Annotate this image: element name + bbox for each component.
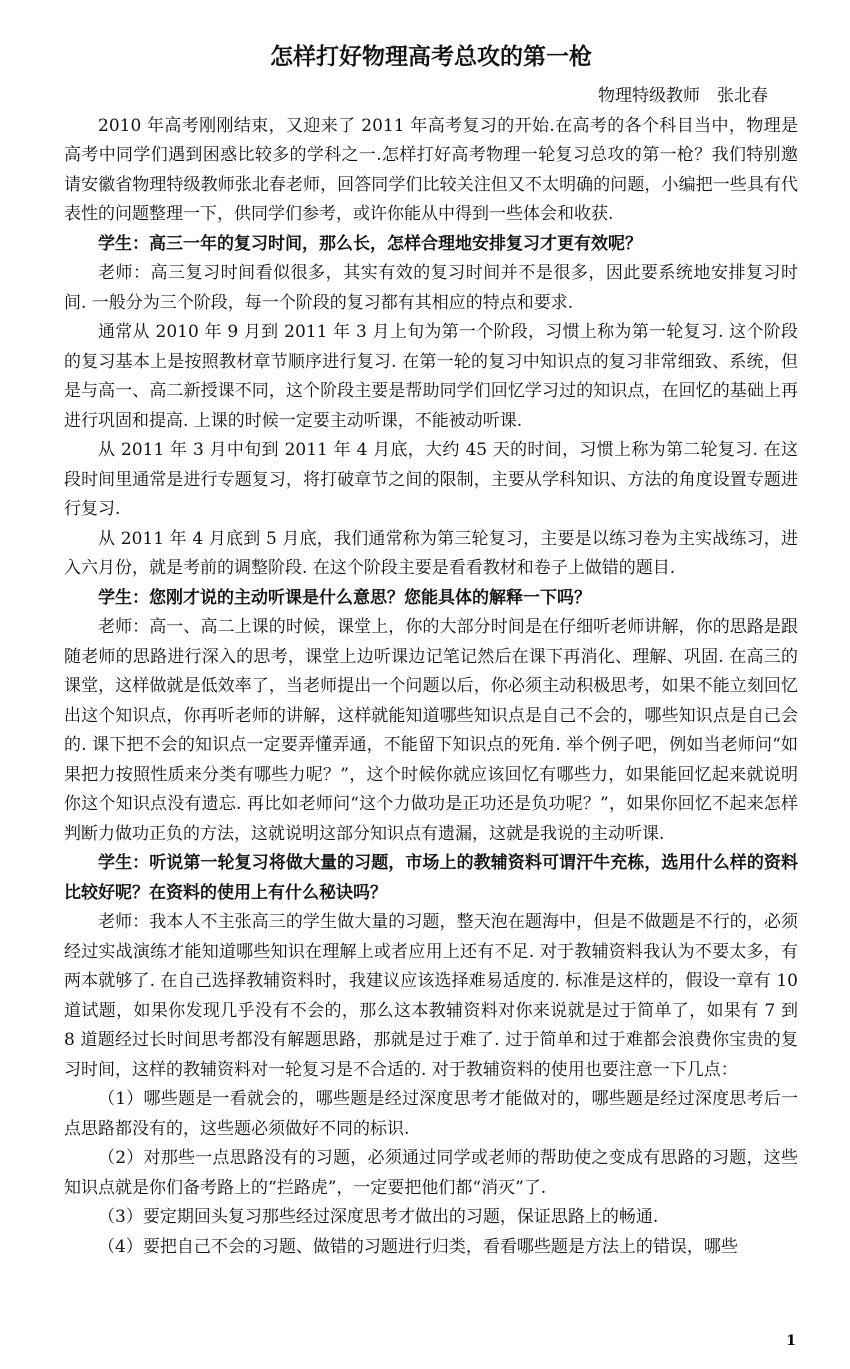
body-paragraph: 老师：高一、高二上课的时候，课堂上，你的大部分时间是在仔细听老师讲解，你的思路是跟随老师的思路进行深入的思考，课堂上边听课边记笔记然后在课下再消化、理解、巩固. 在高三的课堂，这样做就是低效率了，当老师提出一个问题以后，你必须主动积极思考，如果不能立刻回忆出这个知识点，你再听老师的讲解，这样就能知道哪些知识点是自己不会的，哪些知识点是自己会的. 课下把不会的知识点一定要弄懂弄通，不能留下知识点的死角. 举个例子吧，例如当老师问“如果把力按照性质来分类有哪些力呢？”，这个时候你就应该回忆有哪些力，如果能回忆起来就说明你这个知识点没有遗忘. 再比如老师问“这个力做功是正功还是负功呢？”，如果你回忆不起来怎样判断力做功正负的方法，这就说明这部分知识点有遗漏，这就是我说的主动听课.	[64, 617, 798, 844]
list-item: （4）要把自己不会的习题、做错的习题进行归类，看看哪些题是方法上的错误，哪些	[98, 1236, 738, 1257]
body-text	[64, 112, 798, 1086]
body-paragraph: 老师：高三复习时间看似很多，其实有效的复习时间并不是很多，因此要系统地安排复习时间. 一般分为三个阶段，每一个阶段的复习都有其相应的特点和要求.	[64, 263, 798, 313]
question-paragraph: 学生：高三一年的复习时间，那么长，怎样合理地安排复习才更有效呢？	[98, 233, 642, 254]
document-page	[64, 40, 798, 1262]
body-paragraph: 从 2011 年 3 月中旬到 2011 年 4 月底，大约 45 天的时间，习惯上称为第二轮复习. 在这段时间里通常是进行专题复习，将打破章节之间的限制，主要从学科知识、方法的角度设置专题进行复习.	[64, 440, 798, 519]
question-paragraph: 学生：听说第一轮复习将做大量的习题，市场上的教辅资料可谓汗牛充栋，选用什么样的资料比较好呢？在资料的使用上有什么秘诀吗？	[64, 853, 798, 903]
list-item: （1）哪些题是一看就会的，哪些题是经过深度思考才能做对的，哪些题是经过深度思考后一点思路都没有的，这些题必须做好不同的标识.	[64, 1089, 798, 1139]
page-number: 1	[786, 1333, 796, 1349]
question-paragraph: 学生：您刚才说的主动听课是什么意思？您能具体的解释一下吗？	[98, 587, 591, 608]
numbered-list	[64, 1085, 798, 1262]
body-paragraph: 老师：我本人不主张高三的学生做大量的习题，整天泡在题海中，但是不做题是不行的，必须经过实战演练才能知道哪些知识在理解上或者应用上还有不足. 对于教辅资料我认为不要太多，有两本就够了. 在自己选择教辅资料时，我建议应该选择难易适度的. 标准是这样的，假设一章有 10 道试题，如果你发现几乎没有不会的，那么这本教辅资料对你来说就是过于简单了，如果有 7 到 8 道题经过长时间思考都没有解题思路，那就是过于难了. 过于简单和过于难都会浪费你宝贵的复习时间，这样的教辅资料对一轮复习是不合适的. 对于教辅资料的使用也要注意一下几点：	[64, 912, 798, 1080]
author-line: 物理特级教师 张北春	[598, 86, 768, 106]
body-paragraph: 2010 年高考刚刚结束，又迎来了 2011 年高考复习的开始.在高考的各个科目当中，物理是高考中同学们遇到困惑比较多的学科之一.怎样打好高考物理一轮复习总攻的第一枪？我们特别邀请安徽省物理特级教师张北春老师，回答同学们比较关注但又不太明确的问题，小编把一些具有代表性的问题整理一下，供同学们参考，或许你能从中得到一些体会和收获.	[64, 115, 798, 224]
document-title: 怎样打好物理高考总攻的第一枪	[270, 43, 592, 70]
body-paragraph: 通常从 2010 年 9 月到 2011 年 3 月上旬为第一个阶段，习惯上称为第一轮复习. 这个阶段的复习基本上是按照教材章节顺序进行复习. 在第一轮的复习中知识点的复习非常细致、系统，但是与高一、高二新授课不同，这个阶段主要是帮助同学们回忆学习过的知识点，在回忆的基础上再进行巩固和提高. 上课的时候一定要主动听课，不能被动听课.	[64, 322, 798, 431]
list-item: （3）要定期回头复习那些经过深度思考才做出的习题，保证思路上的畅通.	[98, 1207, 659, 1227]
list-item: （2）对那些一点思路没有的习题，必须通过同学或老师的帮助使之变成有思路的习题，这些知识点就是你们备考路上的“拦路虎”，一定要把他们都“消灭”了.	[64, 1148, 798, 1198]
body-paragraph: 从 2011 年 4 月底到 5 月底，我们通常称为第三轮复习，主要是以练习卷为主实战练习，进入六月份，就是考前的调整阶段. 在这个阶段主要是看看教材和卷子上做错的题目.	[64, 528, 798, 578]
